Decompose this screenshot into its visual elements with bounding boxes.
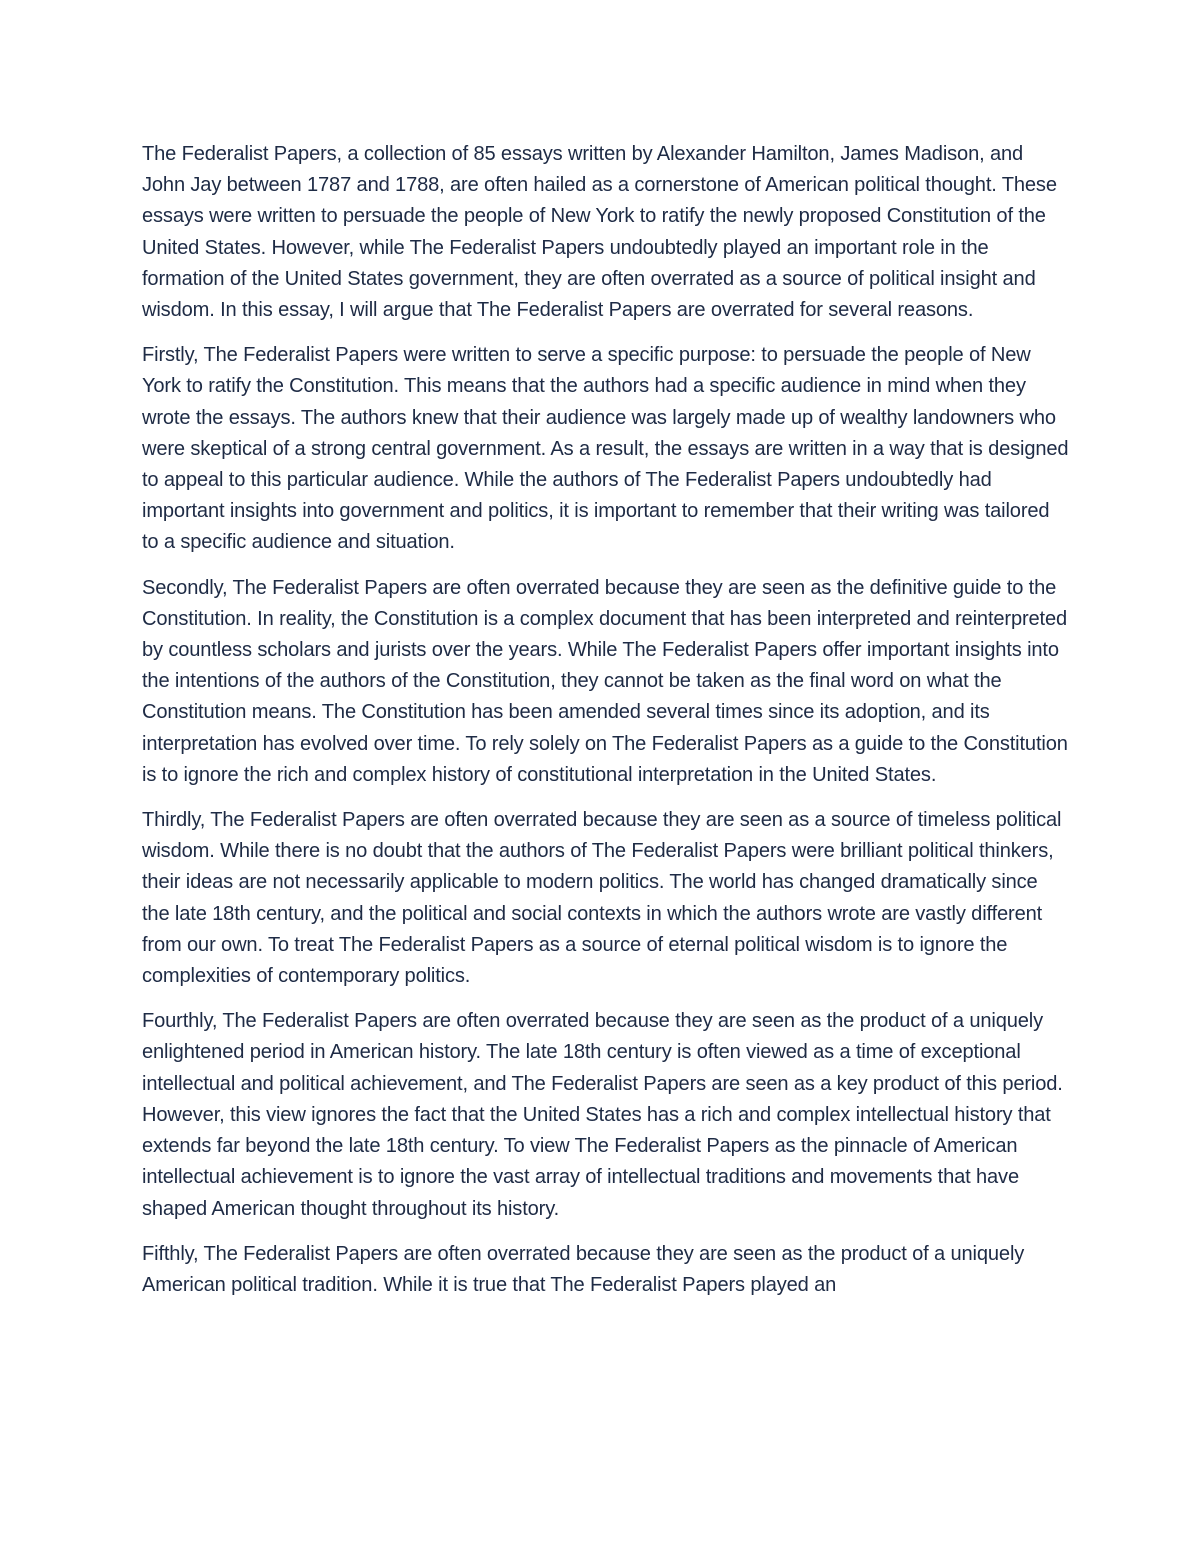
paragraph-thirdly: Thirdly, The Federalist Papers are often overrated because they are seen as a source of timeless political wisdom. While there is no doubt that the authors of The Federalist Papers were brilliant political thinkers, their ideas are not necessarily applicable to modern politics. The world has changed dramatically since the late 18th century, and the political and social contexts in which the authors wrote are vastly different from our own. To treat The Federalist Papers as a source of eternal political wisdom is to ignore the complexities of contemporary politics. xyxy=(142,809,1062,988)
paragraph-fourthly: Fourthly, The Federalist Papers are often overrated because they are seen as the product of a uniquely enlightened period in American history. The late 18th century is often viewed as a time of exceptional intellectual and political achievement, and The Federalist Papers are seen as a key product of this period. However, this view ignores the fact that the United States has a rich and complex intellectual history that extends far beyond the late 18th century. To view The Federalist Papers as the pinnacle of American intellectual achievement is to ignore the vast array of intellectual traditions and movements that have shaped American thought throughout its history. xyxy=(142,1010,1063,1220)
paragraph-fifthly: Fifthly, The Federalist Papers are often overrated because they are seen as the product of a uniquely American political tradition. While it is true that The Federalist Papers played an xyxy=(142,1242,1025,1296)
paragraph-intro: The Federalist Papers, a collection of 85 essays written by Alexander Hamilton, James Madison, and John Jay between 1787 and 1788, are often hailed as a cornerstone of American political thought. These essays were written to persuade the people of New York to ratify the newly proposed Constitution of the United States. However, while The Federalist Papers undoubtedly played an important role in the formation of the United States government, they are often overrated as a source of political insight and wisdom. In this essay, I will argue that The Federalist Papers are overrated for several reasons. xyxy=(142,143,1057,322)
paragraph-secondly: Secondly, The Federalist Papers are often overrated because they are seen as the definitive guide to the Constitution. In reality, the Constitution is a complex document that has been interpreted and reinterpreted by countless scholars and jurists over the years. While The Federalist Papers offer important insights into the intentions of the authors of the Constitution, they cannot be taken as the final word on what the Constitution means. The Constitution has been amended several times since its adoption, and its interpretation has evolved over time. To rely solely on The Federalist Papers as a guide to the Constitution is to ignore the rich and complex history of constitutional interpretation in the United States. xyxy=(142,576,1068,786)
paragraph-firstly: Firstly, The Federalist Papers were written to serve a specific purpose: to persuade the people of New York to ratify the Constitution. This means that the authors had a specific audience in mind when they wrote the essays. The authors knew that their audience was largely made up of wealthy landowners who were skeptical of a strong central government. As a result, the essays are written in a way that is designed to appeal to this particular audience. While the authors of The Federalist Papers undoubtedly had important insights into government and politics, it is important to remember that their writing was tailored to a specific audience and situation. xyxy=(142,344,1069,554)
